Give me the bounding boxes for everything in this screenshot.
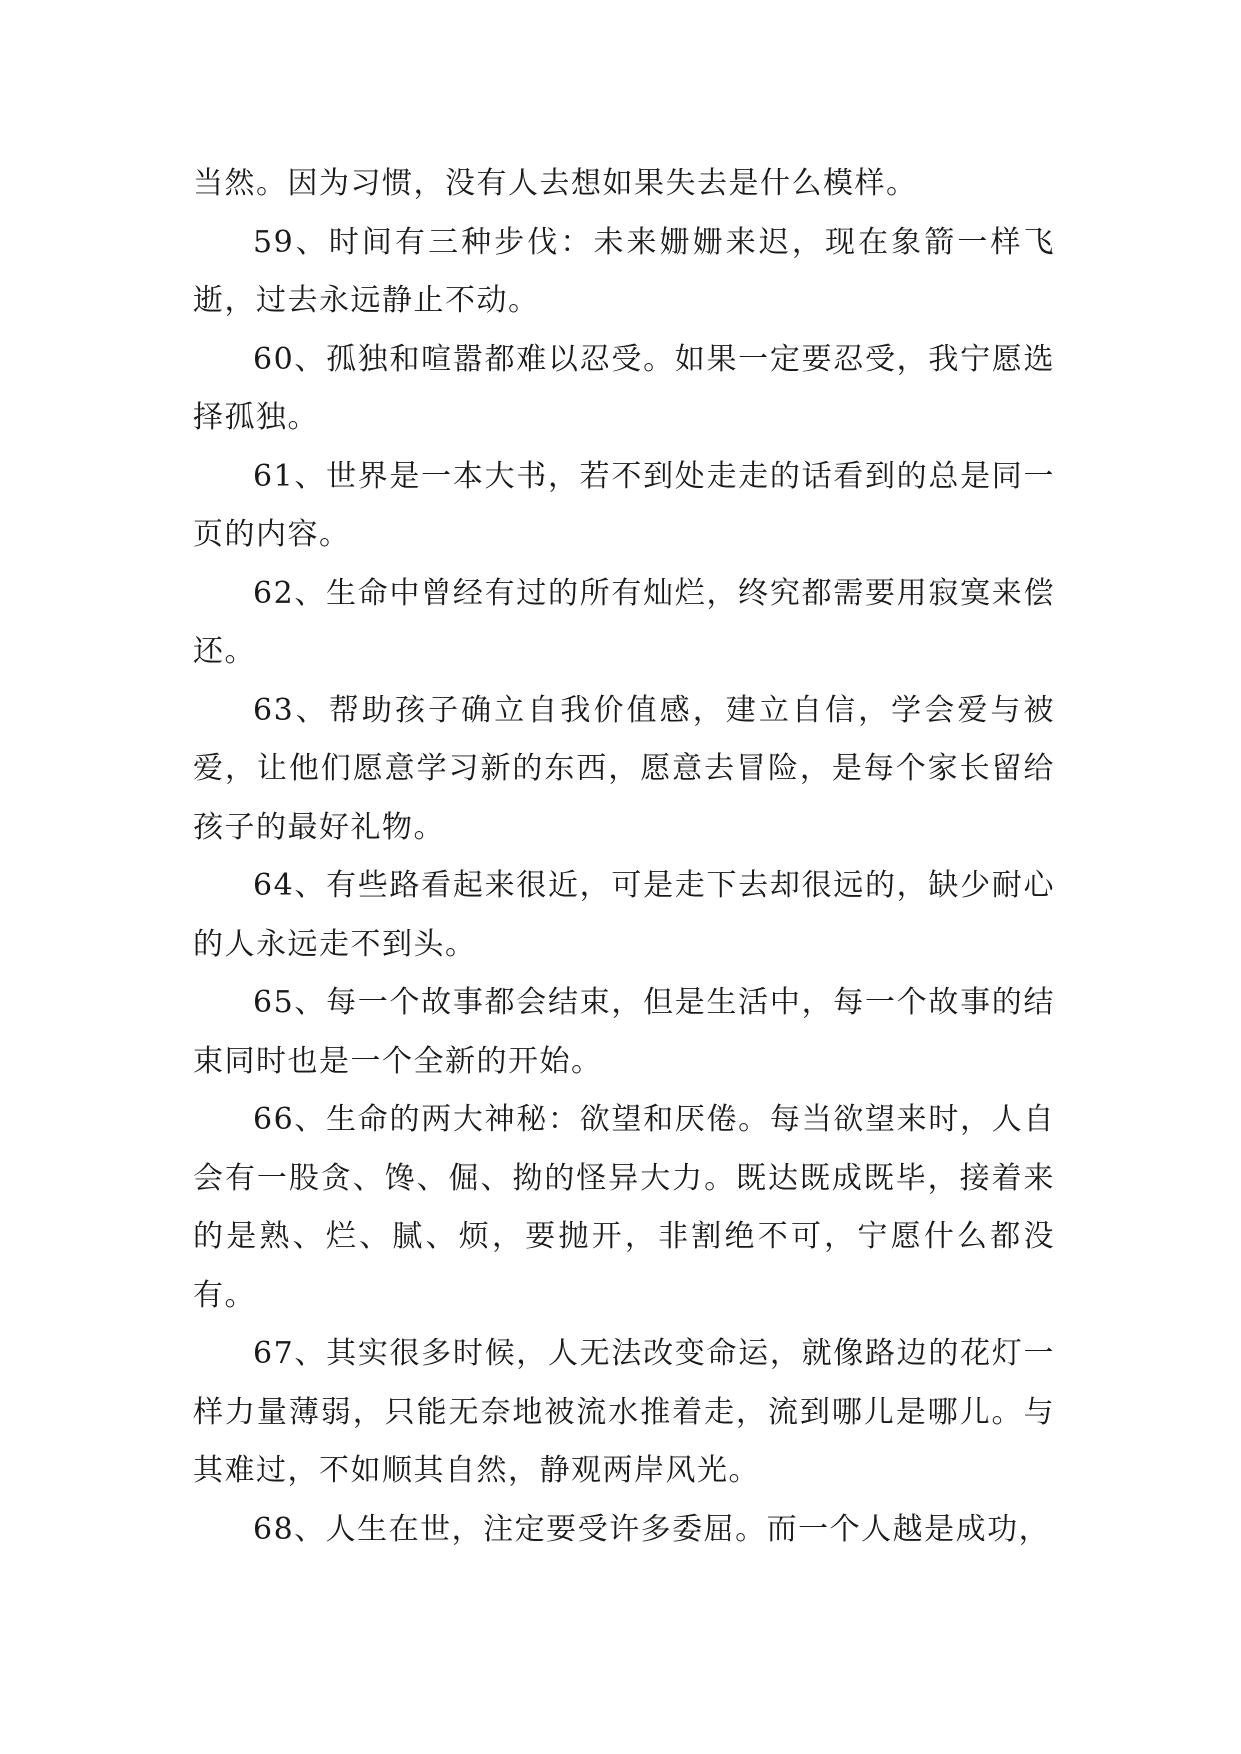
- paragraph-continuation: 当然。因为习惯，没有人去想如果失去是什么模样。: [193, 166, 918, 201]
- document-page: [193, 155, 1055, 1559]
- quote-paragraph-65: 65、每一个故事都会结束，但是生活中，每一个故事的结束同时也是一个全新的开始。: [193, 985, 1055, 1079]
- quote-paragraph-59: 59、时间有三种步伐：未来姗姗来迟，现在象箭一样飞逝，过去永远静止不动。: [193, 224, 1055, 318]
- quote-paragraph-67: 67、其实很多时候，人无法改变命运，就像路边的花灯一样力量薄弱，只能无奈地被流水推着走，流到哪儿是哪儿。与其难过，不如顺其自然，静观两岸风光。: [193, 1336, 1055, 1488]
- quote-paragraph-64: 64、有些路看起来很近，可是走下去却很远的，缺少耐心的人永远走不到头。: [193, 868, 1055, 962]
- quote-paragraph-61: 61、世界是一本大书，若不到处走走的话看到的总是同一页的内容。: [193, 458, 1055, 552]
- quote-paragraph-60: 60、孤独和喧嚣都难以忍受。如果一定要忍受，我宁愿选择孤独。: [193, 341, 1055, 435]
- quote-paragraph-62: 62、生命中曾经有过的所有灿烂，终究都需要用寂寞来偿还。: [193, 575, 1055, 669]
- quote-paragraph-68: 68、人生在世，注定要受许多委屈。而一个人越是成功，: [253, 1511, 1051, 1547]
- quote-paragraph-63: 63、帮助孩子确立自我价值感，建立自信，学会爱与被爱，让他们愿意学习新的东西，愿意去冒险，是每个家长留给孩子的最好礼物。: [193, 692, 1055, 845]
- quote-paragraph-66: 66、生命的两大神秘：欲望和厌倦。每当欲望来时，人自会有一股贪、馋、倔、拗的怪异大力。既达既成既毕，接着来的是熟、烂、腻、烦，要抛开，非割绝不可，宁愿什么都没有。: [193, 1102, 1055, 1313]
